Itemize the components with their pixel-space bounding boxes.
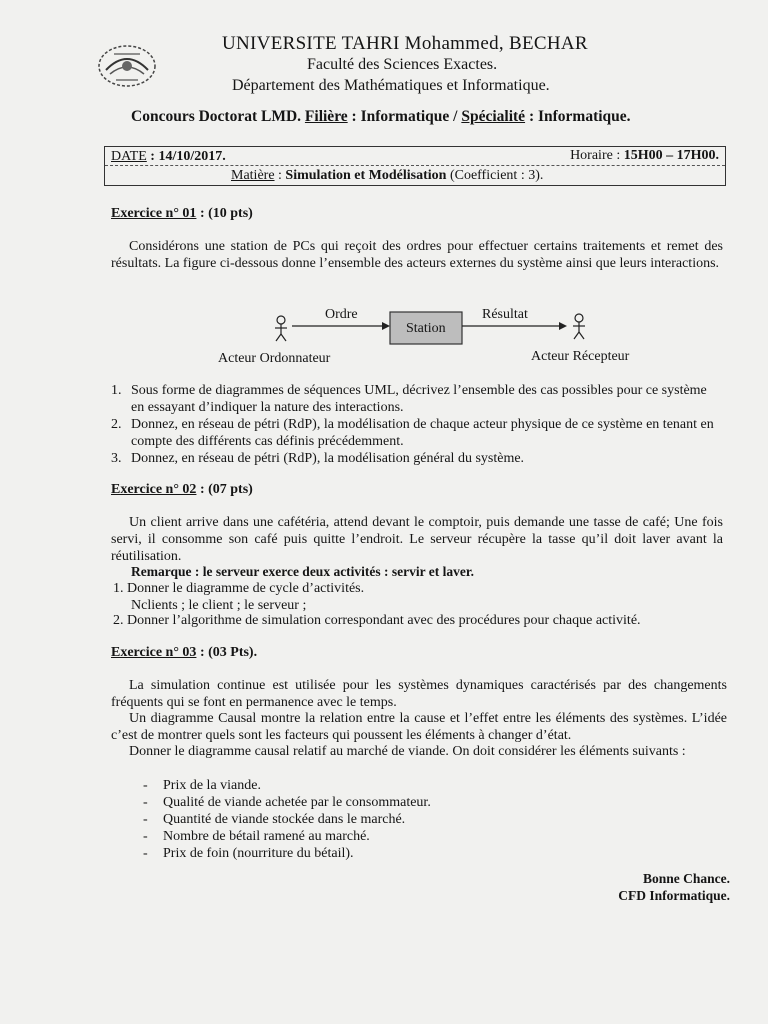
exercise3-paragraph-3: Donner le diagramme causal relatif au marché de viande. On doit considérer les éléments suivants :: [129, 744, 686, 759]
actor-recepteur-icon: [573, 314, 585, 339]
bullet: -: [143, 829, 148, 844]
university-logo-icon: [94, 40, 160, 90]
exercise1-title: [111, 206, 253, 222]
exam-date: [111, 149, 226, 165]
exercise3-paragraph-2: Un diagramme Causal montre la relation entre la cause et l’effet entre les éléments des systèmes. L’idée c’est de montrer quels sont les facteurs qui poussent les éléments à changer d’état.: [111, 711, 727, 743]
exercise2-intro: Un client arrive dans une cafétéria, attend devant le comptoir, puis demande une tasse de café; Une fois servi, il consomme son café puis quitte l’endroit. Le serveur récupère la tasse qu’il doit laver avant la réutilisation.: [111, 515, 723, 564]
actors-diagram: [200, 296, 650, 376]
question-text: Sous forme de diagrammes de séquences UML, décrivez l’ensemble des cas possibles pour ce système en essayant d’indiquer la nature des interactions.: [131, 383, 707, 415]
exercise3-elements: [143, 777, 643, 862]
date-label: DATE: [111, 149, 147, 164]
bullet: -: [143, 795, 148, 810]
list-item-text: Quantité de viande stockée dans le marché.: [163, 812, 406, 827]
contest-prefix: Concours Doctorat LMD.: [131, 108, 302, 125]
faculty-name: Faculté des Sciences Exactes.: [307, 56, 498, 73]
bullet: -: [143, 812, 148, 827]
actor-left-label: Acteur Ordonnateur: [218, 351, 331, 366]
exercise2-remark: Remarque : le serveur exerce deux activités : servir et laver.: [131, 564, 475, 579]
exercise3-paragraph-1: La simulation continue est utilisée pour les systèmes dynamiques caractérisés par des changements fréquents qui se font en permanence avec le temps.: [111, 678, 727, 710]
exam-subject: [231, 168, 543, 184]
date-value: : 14/10/2017.: [146, 149, 226, 164]
specialite-value: : Informatique.: [525, 108, 631, 125]
list-item: [143, 811, 643, 828]
filiere-label: Filière: [304, 108, 348, 125]
station-label: Station: [406, 321, 446, 336]
exercise1-points: : (10 pts): [196, 206, 253, 221]
filiere-value: : Informatique /: [347, 108, 462, 125]
actor-ordonnateur-icon: [275, 316, 287, 341]
closing-signature: CFD Informatique.: [618, 888, 730, 903]
exercise3-points: : (03 Pts).: [196, 645, 258, 660]
box-divider: [105, 165, 725, 166]
list-item: [143, 845, 643, 862]
university-name: UNIVERSITE TAHRI Mohammed, BECHAR: [222, 33, 588, 54]
bullet: -: [143, 846, 148, 861]
exercise3-title: [111, 645, 257, 661]
exercise3-label: Exercice n° 03: [111, 645, 197, 660]
list-item: [143, 828, 643, 845]
question-number: 1.: [111, 383, 122, 398]
actor-right-label: Acteur Récepteur: [531, 349, 630, 364]
list-item: [143, 794, 643, 811]
question-text: Donnez, en réseau de pétri (RdP), la modélisation général du système.: [131, 451, 525, 466]
exercise1-intro: Considérons une station de PCs qui reçoit des ordres pour effectuer certains traitements et remet des résultats. La figure ci-dessous donne l’ensemble des acteurs externes du système ainsi que leurs interactions.: [111, 239, 723, 271]
exercise2-question-2: 2. Donner l’algorithme de simulation correspondant avec des procédures pour chaque activité.: [113, 613, 641, 628]
exercise2-question-1-sub: Nclients ; le client ; le serveur ;: [131, 598, 307, 613]
contest-title: [131, 108, 631, 126]
question-number: 2.: [111, 417, 122, 432]
exercise1-label: Exercice n° 01: [111, 206, 197, 221]
specialite-label: Spécialité: [461, 108, 526, 125]
list-item-text: Prix de foin (nourriture du bétail).: [163, 846, 354, 861]
matiere-separator: :: [274, 168, 286, 183]
horaire-value: 15H00 – 17H00.: [623, 148, 719, 163]
exercise2-title: [111, 482, 253, 498]
exercise1-questions: [111, 382, 723, 467]
question-2: [111, 416, 723, 450]
question-number: 3.: [111, 451, 122, 466]
list-item-text: Prix de la viande.: [163, 778, 261, 793]
exercise2-question-1: 1. Donner le diagramme de cycle d’activités.: [113, 581, 365, 596]
result-label: Résultat: [482, 307, 528, 322]
exercise2-label: Exercice n° 02: [111, 482, 197, 497]
closing-wish: Bonne Chance.: [642, 871, 730, 886]
bullet: -: [143, 778, 148, 793]
list-item-text: Qualité de viande achetée par le consommateur.: [163, 795, 431, 810]
question-1: [111, 382, 723, 416]
question-text: Donnez, en réseau de pétri (RdP), la modélisation de chaque acteur physique de ce système en tenant en compte des différents cas définis précédemment.: [131, 417, 714, 449]
horaire-label: Horaire :: [570, 148, 624, 163]
order-label: Ordre: [325, 307, 358, 322]
department-name: Département des Mathématiques et Informatique.: [232, 77, 550, 94]
list-item-text: Nombre de bétail ramené au marché.: [163, 829, 370, 844]
coefficient: (Coefficient : 3).: [446, 168, 544, 183]
list-item: [143, 777, 643, 794]
exam-info-box: [104, 146, 726, 186]
exercise2-points: : (07 pts): [196, 482, 253, 497]
exam-schedule: [570, 148, 719, 164]
question-3: [111, 450, 723, 467]
matiere-label: Matière: [231, 168, 275, 183]
matiere-value: Simulation et Modélisation: [285, 168, 447, 183]
